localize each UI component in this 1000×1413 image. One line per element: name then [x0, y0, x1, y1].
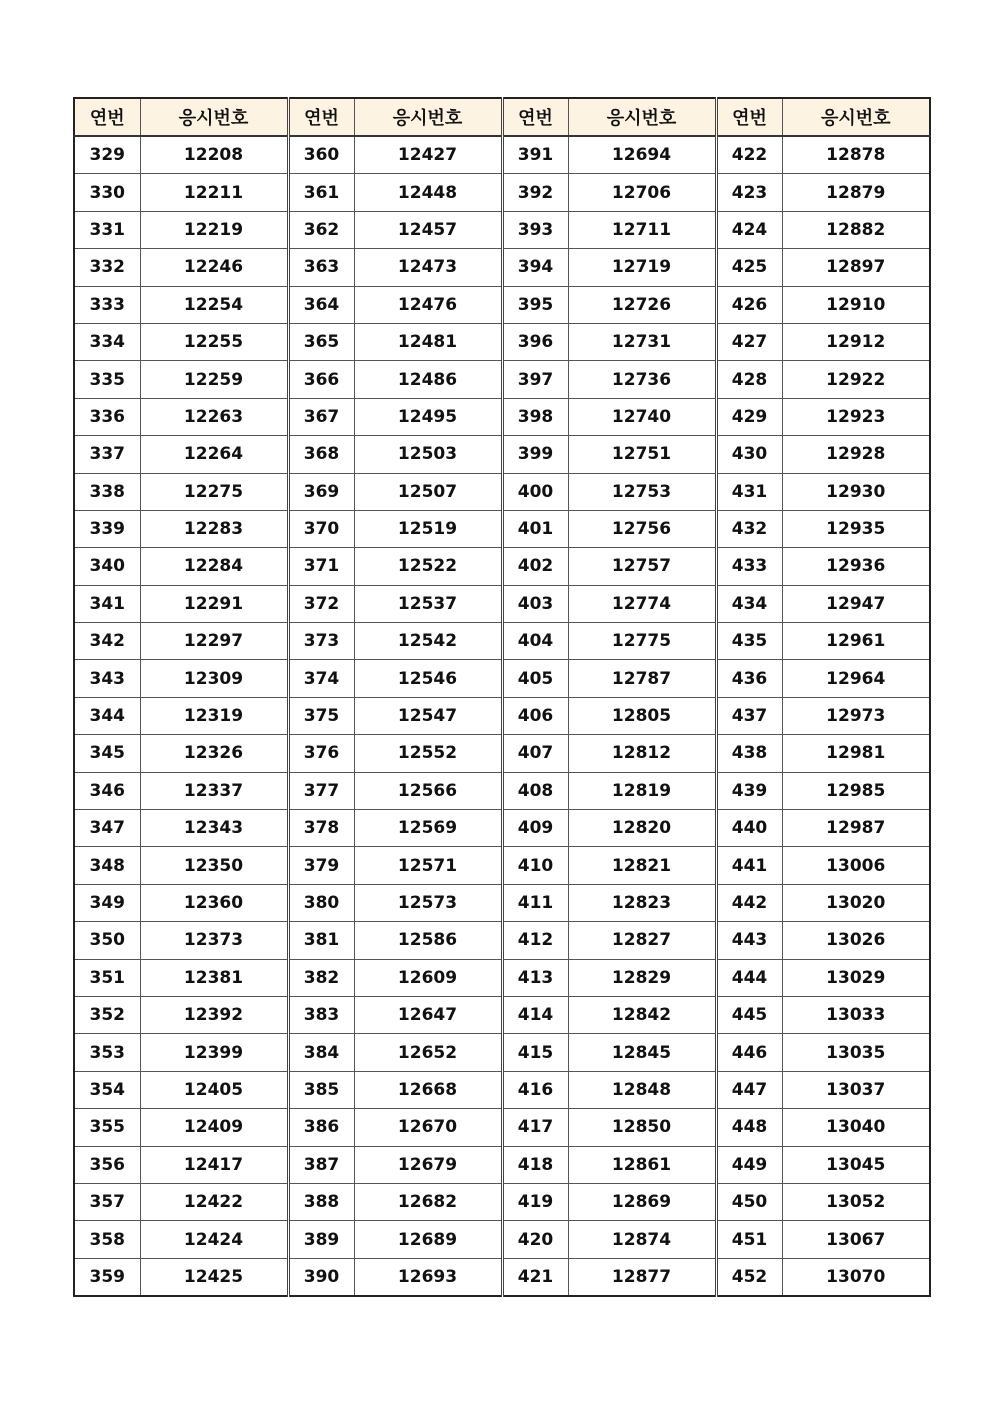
serial-number-cell: 378 [288, 810, 354, 847]
exam-number-cell: 12652 [354, 1034, 502, 1071]
exam-number-cell: 12647 [354, 996, 502, 1033]
serial-number-cell: 450 [716, 1183, 782, 1220]
serial-number-cell: 416 [502, 1071, 568, 1108]
table-row [74, 847, 930, 884]
serial-number-cell: 348 [74, 847, 140, 884]
serial-number-cell: 339 [74, 510, 140, 547]
exam-number-cell: 12961 [782, 623, 930, 660]
serial-number-cell: 400 [502, 473, 568, 510]
table-row [74, 211, 930, 248]
serial-number-cell: 449 [716, 1146, 782, 1183]
exam-number-cell: 12947 [782, 585, 930, 622]
exam-number-cell: 12246 [140, 249, 288, 286]
exam-number-cell: 12756 [568, 510, 716, 547]
serial-number-cell: 397 [502, 361, 568, 398]
exam-number-cell: 12774 [568, 585, 716, 622]
serial-number-cell: 341 [74, 585, 140, 622]
exam-number-cell: 12874 [568, 1221, 716, 1258]
exam-number-cell: 12350 [140, 847, 288, 884]
applicant-number-table [73, 97, 931, 1297]
exam-number-cell: 12751 [568, 436, 716, 473]
serial-number-cell: 345 [74, 735, 140, 772]
table-row [74, 361, 930, 398]
exam-number-cell: 12542 [354, 623, 502, 660]
table-row [74, 436, 930, 473]
serial-number-cell: 374 [288, 660, 354, 697]
exam-number-cell: 12309 [140, 660, 288, 697]
serial-number-cell: 429 [716, 398, 782, 435]
header-serial: 연번 [716, 98, 782, 136]
table-row [74, 660, 930, 697]
serial-number-cell: 383 [288, 996, 354, 1033]
exam-number-cell: 12552 [354, 735, 502, 772]
serial-number-cell: 444 [716, 959, 782, 996]
serial-number-cell: 333 [74, 286, 140, 323]
serial-number-cell: 452 [716, 1258, 782, 1296]
exam-number-cell: 12842 [568, 996, 716, 1033]
exam-number-cell: 12360 [140, 884, 288, 921]
document-page [73, 97, 929, 1297]
exam-number-cell: 12259 [140, 361, 288, 398]
serial-number-cell: 425 [716, 249, 782, 286]
exam-number-cell: 12473 [354, 249, 502, 286]
serial-number-cell: 403 [502, 585, 568, 622]
serial-number-cell: 370 [288, 510, 354, 547]
serial-number-cell: 398 [502, 398, 568, 435]
exam-number-cell: 12829 [568, 959, 716, 996]
exam-number-cell: 12522 [354, 548, 502, 585]
header-exam-number: 응시번호 [782, 98, 930, 136]
table-row [74, 1034, 930, 1071]
table-row [74, 1146, 930, 1183]
exam-number-cell: 13006 [782, 847, 930, 884]
serial-number-cell: 346 [74, 772, 140, 809]
exam-number-cell: 13026 [782, 922, 930, 959]
serial-number-cell: 428 [716, 361, 782, 398]
serial-number-cell: 406 [502, 697, 568, 734]
exam-number-cell: 12736 [568, 361, 716, 398]
table-row [74, 510, 930, 547]
serial-number-cell: 376 [288, 735, 354, 772]
serial-number-cell: 422 [716, 136, 782, 174]
serial-number-cell: 391 [502, 136, 568, 174]
header-exam-number: 응시번호 [140, 98, 288, 136]
exam-number-cell: 12519 [354, 510, 502, 547]
serial-number-cell: 448 [716, 1109, 782, 1146]
serial-number-cell: 363 [288, 249, 354, 286]
serial-number-cell: 439 [716, 772, 782, 809]
serial-number-cell: 411 [502, 884, 568, 921]
exam-number-cell: 12275 [140, 473, 288, 510]
serial-number-cell: 402 [502, 548, 568, 585]
exam-number-cell: 12326 [140, 735, 288, 772]
exam-number-cell: 12417 [140, 1146, 288, 1183]
exam-number-cell: 12343 [140, 810, 288, 847]
exam-number-cell: 12547 [354, 697, 502, 734]
serial-number-cell: 426 [716, 286, 782, 323]
serial-number-cell: 394 [502, 249, 568, 286]
serial-number-cell: 443 [716, 922, 782, 959]
table-row [74, 286, 930, 323]
serial-number-cell: 395 [502, 286, 568, 323]
serial-number-cell: 344 [74, 697, 140, 734]
serial-number-cell: 420 [502, 1221, 568, 1258]
table-row [74, 697, 930, 734]
serial-number-cell: 423 [716, 174, 782, 211]
serial-number-cell: 393 [502, 211, 568, 248]
exam-number-cell: 12424 [140, 1221, 288, 1258]
exam-number-cell: 13052 [782, 1183, 930, 1220]
serial-number-cell: 351 [74, 959, 140, 996]
exam-number-cell: 12486 [354, 361, 502, 398]
exam-number-cell: 12848 [568, 1071, 716, 1108]
table-row [74, 623, 930, 660]
exam-number-cell: 12211 [140, 174, 288, 211]
serial-number-cell: 362 [288, 211, 354, 248]
serial-number-cell: 366 [288, 361, 354, 398]
serial-number-cell: 381 [288, 922, 354, 959]
serial-number-cell: 332 [74, 249, 140, 286]
exam-number-cell: 12297 [140, 623, 288, 660]
exam-number-cell: 12405 [140, 1071, 288, 1108]
exam-number-cell: 12503 [354, 436, 502, 473]
table-row [74, 772, 930, 809]
table-row [74, 959, 930, 996]
exam-number-cell: 12879 [782, 174, 930, 211]
exam-number-cell: 12877 [568, 1258, 716, 1296]
exam-number-cell: 12861 [568, 1146, 716, 1183]
exam-number-cell: 12566 [354, 772, 502, 809]
serial-number-cell: 330 [74, 174, 140, 211]
serial-number-cell: 446 [716, 1034, 782, 1071]
exam-number-cell: 13067 [782, 1221, 930, 1258]
exam-number-cell: 12682 [354, 1183, 502, 1220]
serial-number-cell: 334 [74, 323, 140, 360]
serial-number-cell: 445 [716, 996, 782, 1033]
serial-number-cell: 343 [74, 660, 140, 697]
table-row [74, 810, 930, 847]
exam-number-cell: 12679 [354, 1146, 502, 1183]
exam-number-cell: 12319 [140, 697, 288, 734]
exam-number-cell: 12392 [140, 996, 288, 1033]
serial-number-cell: 356 [74, 1146, 140, 1183]
exam-number-cell: 12283 [140, 510, 288, 547]
exam-number-cell: 12448 [354, 174, 502, 211]
serial-number-cell: 360 [288, 136, 354, 174]
header-exam-number: 응시번호 [568, 98, 716, 136]
exam-number-cell: 12850 [568, 1109, 716, 1146]
exam-number-cell: 12923 [782, 398, 930, 435]
exam-number-cell: 12820 [568, 810, 716, 847]
serial-number-cell: 338 [74, 473, 140, 510]
table-row [74, 1183, 930, 1220]
serial-number-cell: 385 [288, 1071, 354, 1108]
exam-number-cell: 12609 [354, 959, 502, 996]
exam-number-cell: 12910 [782, 286, 930, 323]
table-row [74, 996, 930, 1033]
exam-number-cell: 12812 [568, 735, 716, 772]
exam-number-cell: 12481 [354, 323, 502, 360]
serial-number-cell: 430 [716, 436, 782, 473]
exam-number-cell: 13040 [782, 1109, 930, 1146]
table-row [74, 174, 930, 211]
exam-number-cell: 12827 [568, 922, 716, 959]
serial-number-cell: 368 [288, 436, 354, 473]
header-serial: 연번 [288, 98, 354, 136]
exam-number-cell: 12981 [782, 735, 930, 772]
serial-number-cell: 357 [74, 1183, 140, 1220]
exam-number-cell: 12757 [568, 548, 716, 585]
serial-number-cell: 331 [74, 211, 140, 248]
exam-number-cell: 12821 [568, 847, 716, 884]
serial-number-cell: 434 [716, 585, 782, 622]
exam-number-cell: 12912 [782, 323, 930, 360]
serial-number-cell: 435 [716, 623, 782, 660]
exam-number-cell: 12284 [140, 548, 288, 585]
serial-number-cell: 387 [288, 1146, 354, 1183]
serial-number-cell: 408 [502, 772, 568, 809]
table-row [74, 323, 930, 360]
exam-number-cell: 12731 [568, 323, 716, 360]
exam-number-cell: 12753 [568, 473, 716, 510]
serial-number-cell: 347 [74, 810, 140, 847]
exam-number-cell: 12263 [140, 398, 288, 435]
serial-number-cell: 355 [74, 1109, 140, 1146]
exam-number-cell: 12507 [354, 473, 502, 510]
exam-number-cell: 12805 [568, 697, 716, 734]
exam-number-cell: 12869 [568, 1183, 716, 1220]
exam-number-cell: 12537 [354, 585, 502, 622]
serial-number-cell: 336 [74, 398, 140, 435]
exam-number-cell: 12936 [782, 548, 930, 585]
exam-number-cell: 12571 [354, 847, 502, 884]
serial-number-cell: 389 [288, 1221, 354, 1258]
exam-number-cell: 12586 [354, 922, 502, 959]
exam-number-cell: 12409 [140, 1109, 288, 1146]
exam-number-cell: 12711 [568, 211, 716, 248]
serial-number-cell: 329 [74, 136, 140, 174]
serial-number-cell: 427 [716, 323, 782, 360]
exam-number-cell: 12670 [354, 1109, 502, 1146]
serial-number-cell: 404 [502, 623, 568, 660]
exam-number-cell: 12373 [140, 922, 288, 959]
serial-number-cell: 359 [74, 1258, 140, 1296]
serial-number-cell: 436 [716, 660, 782, 697]
serial-number-cell: 379 [288, 847, 354, 884]
exam-number-cell: 12291 [140, 585, 288, 622]
exam-number-cell: 12882 [782, 211, 930, 248]
exam-number-cell: 12337 [140, 772, 288, 809]
serial-number-cell: 413 [502, 959, 568, 996]
table-row [74, 1221, 930, 1258]
serial-number-cell: 364 [288, 286, 354, 323]
table-row [74, 136, 930, 174]
serial-number-cell: 433 [716, 548, 782, 585]
serial-number-cell: 431 [716, 473, 782, 510]
serial-number-cell: 349 [74, 884, 140, 921]
serial-number-cell: 335 [74, 361, 140, 398]
exam-number-cell: 12935 [782, 510, 930, 547]
serial-number-cell: 419 [502, 1183, 568, 1220]
table-row [74, 249, 930, 286]
serial-number-cell: 386 [288, 1109, 354, 1146]
header-serial: 연번 [74, 98, 140, 136]
exam-number-cell: 12819 [568, 772, 716, 809]
serial-number-cell: 405 [502, 660, 568, 697]
table-row [74, 735, 930, 772]
exam-number-cell: 12726 [568, 286, 716, 323]
exam-number-cell: 12264 [140, 436, 288, 473]
serial-number-cell: 410 [502, 847, 568, 884]
exam-number-cell: 13037 [782, 1071, 930, 1108]
exam-number-cell: 12845 [568, 1034, 716, 1071]
exam-number-cell: 13033 [782, 996, 930, 1033]
exam-number-cell: 12427 [354, 136, 502, 174]
exam-number-cell: 12693 [354, 1258, 502, 1296]
table-row [74, 398, 930, 435]
exam-number-cell: 12495 [354, 398, 502, 435]
exam-number-cell: 12878 [782, 136, 930, 174]
exam-number-cell: 12787 [568, 660, 716, 697]
exam-number-cell: 12985 [782, 772, 930, 809]
serial-number-cell: 373 [288, 623, 354, 660]
exam-number-cell: 13020 [782, 884, 930, 921]
serial-number-cell: 396 [502, 323, 568, 360]
serial-number-cell: 415 [502, 1034, 568, 1071]
serial-number-cell: 369 [288, 473, 354, 510]
table-row [74, 548, 930, 585]
serial-number-cell: 451 [716, 1221, 782, 1258]
exam-number-cell: 12928 [782, 436, 930, 473]
exam-number-cell: 12208 [140, 136, 288, 174]
exam-number-cell: 12476 [354, 286, 502, 323]
exam-number-cell: 12823 [568, 884, 716, 921]
exam-number-cell: 12546 [354, 660, 502, 697]
serial-number-cell: 358 [74, 1221, 140, 1258]
serial-number-cell: 424 [716, 211, 782, 248]
serial-number-cell: 414 [502, 996, 568, 1033]
serial-number-cell: 340 [74, 548, 140, 585]
serial-number-cell: 384 [288, 1034, 354, 1071]
serial-number-cell: 392 [502, 174, 568, 211]
serial-number-cell: 337 [74, 436, 140, 473]
serial-number-cell: 401 [502, 510, 568, 547]
exam-number-cell: 12930 [782, 473, 930, 510]
table-header-row [74, 98, 930, 136]
serial-number-cell: 354 [74, 1071, 140, 1108]
exam-number-cell: 12689 [354, 1221, 502, 1258]
serial-number-cell: 380 [288, 884, 354, 921]
serial-number-cell: 440 [716, 810, 782, 847]
header-exam-number: 응시번호 [354, 98, 502, 136]
serial-number-cell: 371 [288, 548, 354, 585]
table-row [74, 585, 930, 622]
exam-number-cell: 12668 [354, 1071, 502, 1108]
exam-number-cell: 12457 [354, 211, 502, 248]
serial-number-cell: 352 [74, 996, 140, 1033]
serial-number-cell: 399 [502, 436, 568, 473]
serial-number-cell: 409 [502, 810, 568, 847]
serial-number-cell: 375 [288, 697, 354, 734]
exam-number-cell: 13070 [782, 1258, 930, 1296]
table-row [74, 1071, 930, 1108]
exam-number-cell: 12381 [140, 959, 288, 996]
exam-number-cell: 12719 [568, 249, 716, 286]
exam-number-cell: 12922 [782, 361, 930, 398]
exam-number-cell: 12255 [140, 323, 288, 360]
serial-number-cell: 390 [288, 1258, 354, 1296]
exam-number-cell: 12399 [140, 1034, 288, 1071]
serial-number-cell: 412 [502, 922, 568, 959]
exam-number-cell: 12569 [354, 810, 502, 847]
serial-number-cell: 447 [716, 1071, 782, 1108]
table-row [74, 473, 930, 510]
exam-number-cell: 12219 [140, 211, 288, 248]
exam-number-cell: 13035 [782, 1034, 930, 1071]
exam-number-cell: 12740 [568, 398, 716, 435]
serial-number-cell: 382 [288, 959, 354, 996]
header-serial: 연번 [502, 98, 568, 136]
table-body [74, 136, 930, 1296]
table-row [74, 1109, 930, 1146]
serial-number-cell: 421 [502, 1258, 568, 1296]
serial-number-cell: 353 [74, 1034, 140, 1071]
serial-number-cell: 441 [716, 847, 782, 884]
exam-number-cell: 12425 [140, 1258, 288, 1296]
serial-number-cell: 438 [716, 735, 782, 772]
table-row [74, 922, 930, 959]
table-row [74, 884, 930, 921]
serial-number-cell: 388 [288, 1183, 354, 1220]
serial-number-cell: 417 [502, 1109, 568, 1146]
serial-number-cell: 361 [288, 174, 354, 211]
serial-number-cell: 442 [716, 884, 782, 921]
exam-number-cell: 12573 [354, 884, 502, 921]
exam-number-cell: 13045 [782, 1146, 930, 1183]
exam-number-cell: 12775 [568, 623, 716, 660]
serial-number-cell: 437 [716, 697, 782, 734]
serial-number-cell: 367 [288, 398, 354, 435]
serial-number-cell: 432 [716, 510, 782, 547]
exam-number-cell: 12987 [782, 810, 930, 847]
serial-number-cell: 372 [288, 585, 354, 622]
exam-number-cell: 13029 [782, 959, 930, 996]
serial-number-cell: 342 [74, 623, 140, 660]
exam-number-cell: 12422 [140, 1183, 288, 1220]
exam-number-cell: 12254 [140, 286, 288, 323]
exam-number-cell: 12694 [568, 136, 716, 174]
table-row [74, 1258, 930, 1296]
serial-number-cell: 350 [74, 922, 140, 959]
serial-number-cell: 365 [288, 323, 354, 360]
exam-number-cell: 12964 [782, 660, 930, 697]
serial-number-cell: 418 [502, 1146, 568, 1183]
serial-number-cell: 407 [502, 735, 568, 772]
exam-number-cell: 12897 [782, 249, 930, 286]
exam-number-cell: 12973 [782, 697, 930, 734]
exam-number-cell: 12706 [568, 174, 716, 211]
serial-number-cell: 377 [288, 772, 354, 809]
